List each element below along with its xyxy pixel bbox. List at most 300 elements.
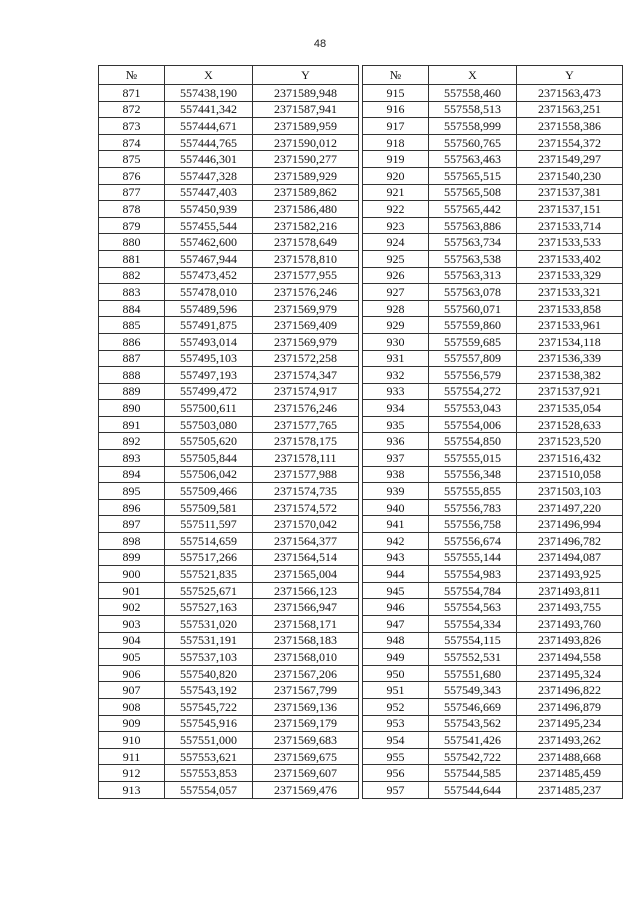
x-coordinate-cell: 557546,669 xyxy=(429,698,517,715)
x-coordinate-cell: 557500,611 xyxy=(165,400,253,417)
table-row xyxy=(363,350,623,367)
y-coordinate-cell: 2371578,175 xyxy=(253,433,359,450)
table-row xyxy=(363,85,623,102)
x-coordinate-cell: 557563,734 xyxy=(429,234,517,251)
table-row xyxy=(99,499,359,516)
table-row xyxy=(99,582,359,599)
x-coordinate-cell: 557551,680 xyxy=(429,665,517,682)
table-row xyxy=(99,85,359,102)
table-row xyxy=(99,317,359,334)
x-coordinate-cell: 557540,820 xyxy=(165,665,253,682)
table-row xyxy=(363,118,623,135)
x-coordinate-cell: 557499,472 xyxy=(165,383,253,400)
x-coordinate-cell: 557563,313 xyxy=(429,267,517,284)
y-coordinate-cell: 2371589,862 xyxy=(253,184,359,201)
table-body-left xyxy=(99,85,359,799)
point-number-cell: 882 xyxy=(99,267,165,284)
coordinates-table-left xyxy=(98,65,359,799)
y-coordinate-cell: 2371569,409 xyxy=(253,317,359,334)
x-coordinate-cell: 557511,597 xyxy=(165,516,253,533)
x-coordinate-cell: 557493,014 xyxy=(165,333,253,350)
x-coordinate-cell: 557551,000 xyxy=(165,732,253,749)
y-coordinate-cell: 2371496,782 xyxy=(517,533,623,550)
table-row xyxy=(363,682,623,699)
point-number-cell: 875 xyxy=(99,151,165,168)
y-coordinate-cell: 2371496,879 xyxy=(517,698,623,715)
x-coordinate-cell: 557556,674 xyxy=(429,533,517,550)
x-coordinate-cell: 557497,193 xyxy=(165,367,253,384)
y-coordinate-cell: 2371577,988 xyxy=(253,466,359,483)
y-coordinate-cell: 2371574,917 xyxy=(253,383,359,400)
y-coordinate-cell: 2371533,858 xyxy=(517,300,623,317)
table-row xyxy=(99,748,359,765)
point-number-cell: 888 xyxy=(99,367,165,384)
table-row xyxy=(99,466,359,483)
y-coordinate-cell: 2371587,941 xyxy=(253,101,359,118)
x-coordinate-cell: 557553,621 xyxy=(165,748,253,765)
y-coordinate-cell: 2371569,136 xyxy=(253,698,359,715)
x-coordinate-cell: 557521,835 xyxy=(165,566,253,583)
x-coordinate-cell: 557556,783 xyxy=(429,499,517,516)
x-coordinate-cell: 557555,144 xyxy=(429,549,517,566)
y-coordinate-cell: 2371569,979 xyxy=(253,300,359,317)
y-coordinate-cell: 2371569,476 xyxy=(253,781,359,798)
y-coordinate-cell: 2371568,183 xyxy=(253,632,359,649)
table-row xyxy=(99,599,359,616)
point-number-cell: 942 xyxy=(363,533,429,550)
y-coordinate-cell: 2371563,473 xyxy=(517,85,623,102)
column-header-y: Y xyxy=(253,66,359,85)
point-number-cell: 938 xyxy=(363,466,429,483)
table-row xyxy=(363,284,623,301)
point-number-cell: 908 xyxy=(99,698,165,715)
point-number-cell: 915 xyxy=(363,85,429,102)
x-coordinate-cell: 557560,071 xyxy=(429,300,517,317)
y-coordinate-cell: 2371496,994 xyxy=(517,516,623,533)
y-coordinate-cell: 2371485,237 xyxy=(517,781,623,798)
point-number-cell: 923 xyxy=(363,217,429,234)
column-header-y: Y xyxy=(517,66,623,85)
column-header-x: X xyxy=(165,66,253,85)
table-row xyxy=(99,267,359,284)
x-coordinate-cell: 557544,644 xyxy=(429,781,517,798)
x-coordinate-cell: 557541,426 xyxy=(429,732,517,749)
y-coordinate-cell: 2371533,329 xyxy=(517,267,623,284)
y-coordinate-cell: 2371576,246 xyxy=(253,284,359,301)
table-row xyxy=(363,765,623,782)
x-coordinate-cell: 557447,328 xyxy=(165,167,253,184)
point-number-cell: 934 xyxy=(363,400,429,417)
table-row xyxy=(99,134,359,151)
table-row xyxy=(363,300,623,317)
table-row xyxy=(99,184,359,201)
point-number-cell: 881 xyxy=(99,250,165,267)
table-header-row xyxy=(363,66,623,85)
point-number-cell: 949 xyxy=(363,649,429,666)
x-coordinate-cell: 557556,348 xyxy=(429,466,517,483)
table-row xyxy=(363,533,623,550)
y-coordinate-cell: 2371533,961 xyxy=(517,317,623,334)
point-number-cell: 896 xyxy=(99,499,165,516)
table-row xyxy=(99,217,359,234)
y-coordinate-cell: 2371590,277 xyxy=(253,151,359,168)
point-number-cell: 892 xyxy=(99,433,165,450)
point-number-cell: 928 xyxy=(363,300,429,317)
table-row xyxy=(363,516,623,533)
y-coordinate-cell: 2371567,799 xyxy=(253,682,359,699)
point-number-cell: 905 xyxy=(99,649,165,666)
x-coordinate-cell: 557545,916 xyxy=(165,715,253,732)
point-number-cell: 945 xyxy=(363,582,429,599)
y-coordinate-cell: 2371578,810 xyxy=(253,250,359,267)
point-number-cell: 955 xyxy=(363,748,429,765)
y-coordinate-cell: 2371566,947 xyxy=(253,599,359,616)
x-coordinate-cell: 557553,043 xyxy=(429,400,517,417)
table-row xyxy=(363,616,623,633)
y-coordinate-cell: 2371574,347 xyxy=(253,367,359,384)
table-row xyxy=(99,765,359,782)
table-row xyxy=(99,549,359,566)
x-coordinate-cell: 557444,671 xyxy=(165,118,253,135)
table-row xyxy=(99,151,359,168)
table-row xyxy=(99,483,359,500)
point-number-cell: 876 xyxy=(99,167,165,184)
point-number-cell: 950 xyxy=(363,665,429,682)
y-coordinate-cell: 2371493,755 xyxy=(517,599,623,616)
x-coordinate-cell: 557556,758 xyxy=(429,516,517,533)
table-row xyxy=(363,383,623,400)
x-coordinate-cell: 557556,579 xyxy=(429,367,517,384)
point-number-cell: 903 xyxy=(99,616,165,633)
point-number-cell: 904 xyxy=(99,632,165,649)
table-row xyxy=(99,450,359,467)
x-coordinate-cell: 557450,939 xyxy=(165,201,253,218)
table-row xyxy=(99,732,359,749)
table-row xyxy=(363,234,623,251)
y-coordinate-cell: 2371569,179 xyxy=(253,715,359,732)
table-row xyxy=(99,533,359,550)
x-coordinate-cell: 557543,562 xyxy=(429,715,517,732)
x-coordinate-cell: 557563,538 xyxy=(429,250,517,267)
y-coordinate-cell: 2371493,262 xyxy=(517,732,623,749)
table-row xyxy=(99,781,359,798)
x-coordinate-cell: 557473,452 xyxy=(165,267,253,284)
point-number-cell: 897 xyxy=(99,516,165,533)
point-number-cell: 912 xyxy=(99,765,165,782)
y-coordinate-cell: 2371537,921 xyxy=(517,383,623,400)
y-coordinate-cell: 2371537,151 xyxy=(517,201,623,218)
table-row xyxy=(99,665,359,682)
point-number-cell: 946 xyxy=(363,599,429,616)
table-row xyxy=(363,599,623,616)
point-number-cell: 932 xyxy=(363,367,429,384)
y-coordinate-cell: 2371538,382 xyxy=(517,367,623,384)
point-number-cell: 873 xyxy=(99,118,165,135)
y-coordinate-cell: 2371578,111 xyxy=(253,450,359,467)
x-coordinate-cell: 557505,844 xyxy=(165,450,253,467)
x-coordinate-cell: 557527,163 xyxy=(165,599,253,616)
table-row xyxy=(99,383,359,400)
table-body-right xyxy=(363,85,623,799)
point-number-cell: 920 xyxy=(363,167,429,184)
point-number-cell: 872 xyxy=(99,101,165,118)
point-number-cell: 902 xyxy=(99,599,165,616)
y-coordinate-cell: 2371563,251 xyxy=(517,101,623,118)
point-number-cell: 907 xyxy=(99,682,165,699)
x-coordinate-cell: 557514,659 xyxy=(165,533,253,550)
x-coordinate-cell: 557554,115 xyxy=(429,632,517,649)
column-header-number: № xyxy=(363,66,429,85)
point-number-cell: 951 xyxy=(363,682,429,699)
y-coordinate-cell: 2371572,258 xyxy=(253,350,359,367)
point-number-cell: 948 xyxy=(363,632,429,649)
x-coordinate-cell: 557462,600 xyxy=(165,234,253,251)
x-coordinate-cell: 557495,103 xyxy=(165,350,253,367)
x-coordinate-cell: 557525,671 xyxy=(165,582,253,599)
y-coordinate-cell: 2371496,822 xyxy=(517,682,623,699)
x-coordinate-cell: 557554,057 xyxy=(165,781,253,798)
table-row xyxy=(363,250,623,267)
x-coordinate-cell: 557555,855 xyxy=(429,483,517,500)
x-coordinate-cell: 557543,192 xyxy=(165,682,253,699)
x-coordinate-cell: 557563,886 xyxy=(429,217,517,234)
table-row xyxy=(99,698,359,715)
point-number-cell: 926 xyxy=(363,267,429,284)
table-row xyxy=(363,748,623,765)
point-number-cell: 890 xyxy=(99,400,165,417)
point-number-cell: 925 xyxy=(363,250,429,267)
y-coordinate-cell: 2371558,386 xyxy=(517,118,623,135)
x-coordinate-cell: 557565,508 xyxy=(429,184,517,201)
table-row xyxy=(363,698,623,715)
point-number-cell: 885 xyxy=(99,317,165,334)
x-coordinate-cell: 557491,875 xyxy=(165,317,253,334)
page-number: 48 xyxy=(313,38,327,50)
x-coordinate-cell: 557537,103 xyxy=(165,649,253,666)
table-row xyxy=(363,566,623,583)
y-coordinate-cell: 2371578,649 xyxy=(253,234,359,251)
point-number-cell: 939 xyxy=(363,483,429,500)
point-number-cell: 931 xyxy=(363,350,429,367)
x-coordinate-cell: 557554,983 xyxy=(429,566,517,583)
table-row xyxy=(99,300,359,317)
y-coordinate-cell: 2371537,381 xyxy=(517,184,623,201)
y-coordinate-cell: 2371577,765 xyxy=(253,416,359,433)
y-coordinate-cell: 2371523,520 xyxy=(517,433,623,450)
table-row xyxy=(99,566,359,583)
table-row xyxy=(363,483,623,500)
y-coordinate-cell: 2371528,633 xyxy=(517,416,623,433)
point-number-cell: 924 xyxy=(363,234,429,251)
point-number-cell: 918 xyxy=(363,134,429,151)
x-coordinate-cell: 557455,544 xyxy=(165,217,253,234)
y-coordinate-cell: 2371533,714 xyxy=(517,217,623,234)
y-coordinate-cell: 2371534,118 xyxy=(517,333,623,350)
y-coordinate-cell: 2371488,668 xyxy=(517,748,623,765)
table-row xyxy=(363,416,623,433)
x-coordinate-cell: 557560,765 xyxy=(429,134,517,151)
y-coordinate-cell: 2371576,246 xyxy=(253,400,359,417)
table-row xyxy=(363,184,623,201)
table-row xyxy=(99,167,359,184)
point-number-cell: 930 xyxy=(363,333,429,350)
point-number-cell: 917 xyxy=(363,118,429,135)
table-row xyxy=(99,284,359,301)
x-coordinate-cell: 557446,301 xyxy=(165,151,253,168)
x-coordinate-cell: 557506,042 xyxy=(165,466,253,483)
y-coordinate-cell: 2371589,959 xyxy=(253,118,359,135)
table-row xyxy=(363,665,623,682)
y-coordinate-cell: 2371533,402 xyxy=(517,250,623,267)
y-coordinate-cell: 2371565,004 xyxy=(253,566,359,583)
y-coordinate-cell: 2371570,042 xyxy=(253,516,359,533)
x-coordinate-cell: 557559,685 xyxy=(429,333,517,350)
table-row xyxy=(363,732,623,749)
y-coordinate-cell: 2371533,533 xyxy=(517,234,623,251)
y-coordinate-cell: 2371493,826 xyxy=(517,632,623,649)
x-coordinate-cell: 557517,266 xyxy=(165,549,253,566)
table-row xyxy=(363,450,623,467)
y-coordinate-cell: 2371493,925 xyxy=(517,566,623,583)
point-number-cell: 927 xyxy=(363,284,429,301)
x-coordinate-cell: 557555,015 xyxy=(429,450,517,467)
point-number-cell: 910 xyxy=(99,732,165,749)
point-number-cell: 909 xyxy=(99,715,165,732)
y-coordinate-cell: 2371569,675 xyxy=(253,748,359,765)
y-coordinate-cell: 2371568,010 xyxy=(253,649,359,666)
y-coordinate-cell: 2371549,297 xyxy=(517,151,623,168)
table-row xyxy=(99,433,359,450)
point-number-cell: 894 xyxy=(99,466,165,483)
point-number-cell: 953 xyxy=(363,715,429,732)
point-number-cell: 956 xyxy=(363,765,429,782)
y-coordinate-cell: 2371566,123 xyxy=(253,582,359,599)
x-coordinate-cell: 557441,342 xyxy=(165,101,253,118)
table-row xyxy=(99,682,359,699)
y-coordinate-cell: 2371540,230 xyxy=(517,167,623,184)
point-number-cell: 941 xyxy=(363,516,429,533)
point-number-cell: 944 xyxy=(363,566,429,583)
point-number-cell: 906 xyxy=(99,665,165,682)
table-row xyxy=(99,400,359,417)
y-coordinate-cell: 2371493,811 xyxy=(517,582,623,599)
table-row xyxy=(363,333,623,350)
column-header-number: № xyxy=(99,66,165,85)
y-coordinate-cell: 2371569,979 xyxy=(253,333,359,350)
table-row xyxy=(363,499,623,516)
table-row xyxy=(99,250,359,267)
y-coordinate-cell: 2371554,372 xyxy=(517,134,623,151)
point-number-cell: 911 xyxy=(99,748,165,765)
x-coordinate-cell: 557554,784 xyxy=(429,582,517,599)
x-coordinate-cell: 557552,531 xyxy=(429,649,517,666)
x-coordinate-cell: 557563,463 xyxy=(429,151,517,168)
coordinates-table-right xyxy=(362,65,623,799)
point-number-cell: 921 xyxy=(363,184,429,201)
x-coordinate-cell: 557554,563 xyxy=(429,599,517,616)
x-coordinate-cell: 557559,860 xyxy=(429,317,517,334)
point-number-cell: 889 xyxy=(99,383,165,400)
point-number-cell: 952 xyxy=(363,698,429,715)
x-coordinate-cell: 557558,999 xyxy=(429,118,517,135)
table-row xyxy=(363,466,623,483)
point-number-cell: 898 xyxy=(99,533,165,550)
x-coordinate-cell: 557549,343 xyxy=(429,682,517,699)
x-coordinate-cell: 557545,722 xyxy=(165,698,253,715)
x-coordinate-cell: 557503,080 xyxy=(165,416,253,433)
y-coordinate-cell: 2371586,480 xyxy=(253,201,359,218)
point-number-cell: 877 xyxy=(99,184,165,201)
table-row xyxy=(99,234,359,251)
y-coordinate-cell: 2371564,377 xyxy=(253,533,359,550)
point-number-cell: 899 xyxy=(99,549,165,566)
x-coordinate-cell: 557444,765 xyxy=(165,134,253,151)
table-row xyxy=(363,267,623,284)
table-row xyxy=(99,416,359,433)
y-coordinate-cell: 2371494,558 xyxy=(517,649,623,666)
x-coordinate-cell: 557554,334 xyxy=(429,616,517,633)
table-row xyxy=(363,582,623,599)
x-coordinate-cell: 557565,515 xyxy=(429,167,517,184)
table-row xyxy=(363,151,623,168)
x-coordinate-cell: 557509,581 xyxy=(165,499,253,516)
y-coordinate-cell: 2371536,339 xyxy=(517,350,623,367)
table-row xyxy=(363,433,623,450)
y-coordinate-cell: 2371533,321 xyxy=(517,284,623,301)
x-coordinate-cell: 557531,020 xyxy=(165,616,253,633)
table-row xyxy=(99,201,359,218)
point-number-cell: 947 xyxy=(363,616,429,633)
table-row xyxy=(99,616,359,633)
point-number-cell: 887 xyxy=(99,350,165,367)
table-row xyxy=(363,715,623,732)
point-number-cell: 878 xyxy=(99,201,165,218)
x-coordinate-cell: 557509,466 xyxy=(165,483,253,500)
table-row xyxy=(363,367,623,384)
y-coordinate-cell: 2371516,432 xyxy=(517,450,623,467)
x-coordinate-cell: 557563,078 xyxy=(429,284,517,301)
point-number-cell: 937 xyxy=(363,450,429,467)
y-coordinate-cell: 2371495,234 xyxy=(517,715,623,732)
x-coordinate-cell: 557554,850 xyxy=(429,433,517,450)
table-row xyxy=(99,516,359,533)
point-number-cell: 913 xyxy=(99,781,165,798)
x-coordinate-cell: 557554,272 xyxy=(429,383,517,400)
y-coordinate-cell: 2371577,955 xyxy=(253,267,359,284)
table-row xyxy=(363,201,623,218)
table-row xyxy=(363,781,623,798)
table-header-row xyxy=(99,66,359,85)
point-number-cell: 874 xyxy=(99,134,165,151)
y-coordinate-cell: 2371495,324 xyxy=(517,665,623,682)
x-coordinate-cell: 557542,722 xyxy=(429,748,517,765)
point-number-cell: 933 xyxy=(363,383,429,400)
point-number-cell: 900 xyxy=(99,566,165,583)
y-coordinate-cell: 2371574,572 xyxy=(253,499,359,516)
x-coordinate-cell: 557531,191 xyxy=(165,632,253,649)
x-coordinate-cell: 557558,460 xyxy=(429,85,517,102)
table-row xyxy=(363,400,623,417)
point-number-cell: 919 xyxy=(363,151,429,168)
y-coordinate-cell: 2371574,735 xyxy=(253,483,359,500)
x-coordinate-cell: 557553,853 xyxy=(165,765,253,782)
table-row xyxy=(99,350,359,367)
table-row xyxy=(99,101,359,118)
table-row xyxy=(99,649,359,666)
y-coordinate-cell: 2371590,012 xyxy=(253,134,359,151)
point-number-cell: 886 xyxy=(99,333,165,350)
point-number-cell: 891 xyxy=(99,416,165,433)
